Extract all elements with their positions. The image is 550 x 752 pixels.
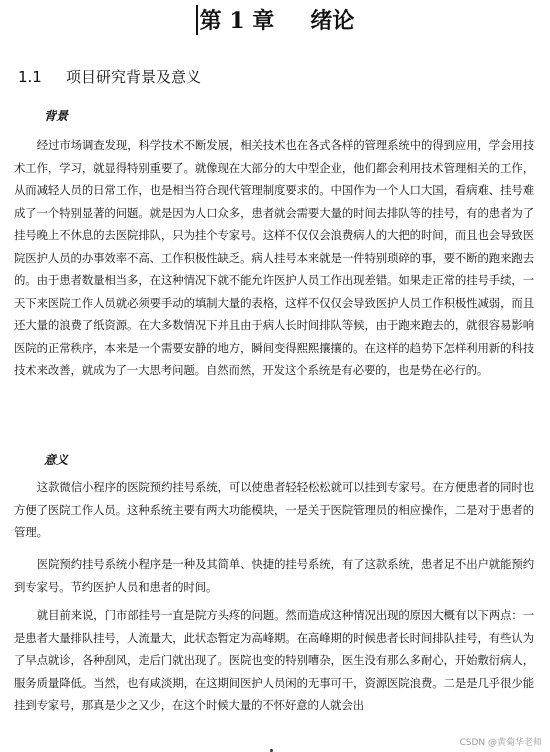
paragraph-significance-1: 这款微信小程序的医院预约挂号系统，可以使患者轻轻松松就可以挂到专家号。在方便患者的同时也方便了医院工作人员。这种系统主要有两大功能模块，一是关于医院管理员的相应操作，二是对于患者的管理。 [14,480,534,539]
chapter-title: 绪论 [310,8,355,34]
chapter-label: 第 1 章 [199,8,275,34]
paragraph-significance-3: 就目前来说，门市部挂号一直是院方头疼的问题。然而造成这种情况出现的原因大概有以下两点：一是患者大量排队挂号，人流量大，此状态暂定为高峰期。在高峰期的时候患者长时间排队挂号，有些认为了早点就诊，各种刮风，走后门就出现了。医院也变的特别嘈杂，医生没有那么多耐心，开始敷衍病人，服务质量降低。当然，也有咸淡期，在这期间医护人员闲的无事可干，资源医院浪费。二是是几乎很少能挂到专家号，那真是少之又少，在这个时候大量的不怀好意的人就会出 [14,608,534,712]
subheading-significance: 意义 [44,453,69,467]
section-number: 1.1 [18,68,42,86]
chapter-heading [0,4,550,38]
paragraph-significance-2: 医院预约挂号系统小程序是一种及其简单、快捷的挂号系统，有了这款系统，患者足不出户就能预约到专家号。节约医护人员和患者的时间。 [14,557,534,594]
subheading-background: 背景 [44,109,69,123]
section-title: 项目研究背景及意义 [66,68,202,86]
section-heading [18,66,201,88]
watermark: CSDN @黄菊华老师 [459,738,542,748]
paragraph-background: 经过市场调查发现，科学技术不断发展，相关技术也在各式各样的管理系统中的得到应用，学会用技术工作，学习，就显得特别重要了。就像现在大部分的大中型企业，他们都会利用技术管理相关的工作，从而减轻人员的日常工作，也是相当符合现代管理制度要求的。中国作为一个人口大国，看病难、挂号难成了一个特别显著的问题。就是因为人口众多，患者就会需要大量的时间去排队等的挂号，有的患者为了挂号晚上不休息的去医院排队，只为挂个专家号。这样不仅仅会浪费病人的大把的时间，而且也会导致医院医护人员的办事效率不高、工作积极性缺乏。病人挂号本来就是一件特别琐碎的事，要不断的跑来跑去的。由于患者数量相当多，在这种情况下就不能允许医护人员工作出现差错。如果走正常的挂号手续，一天下来医院工作人员就必须要手动的填制大量的表格，这样不仅仅会导致医护人员工作积极性减弱，而且还大量的浪费了纸资源。在大多数情况下并且由于病人长时间排队等候，由于跑来跑去的，就很容易影响医院的正常秩序，本来是一个需要安静的地方，瞬间变得熙熙攘攘的。在这样的趋势下怎样利用新的科技技术来改善，就成为了一大思考问题。自然而然，开发这个系统是有必要的，也是势在必行的。 [14,138,534,377]
text-cursor [196,5,198,35]
